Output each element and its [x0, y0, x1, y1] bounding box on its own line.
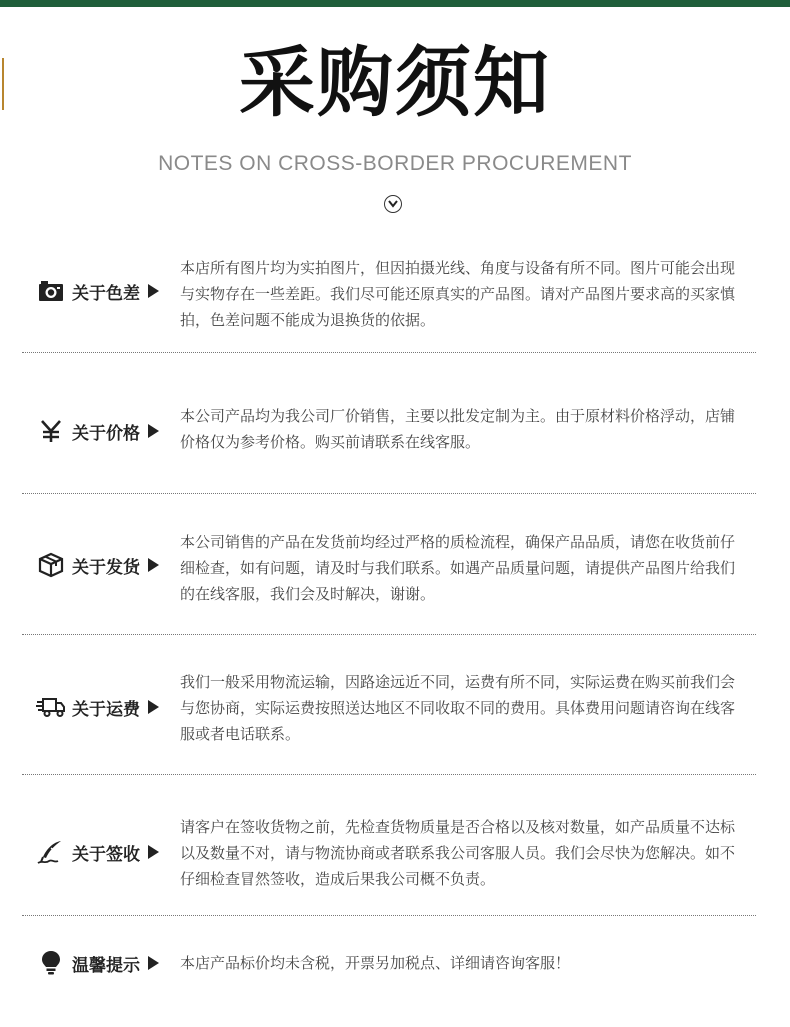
- triangle-right-icon: [148, 558, 159, 572]
- section-description: 请客户在签收货物之前，先检查货物质量是否合格以及核对数量，如产品质量不达标以及数量不对，请与物流协商或者联系我公司客服人员。我们会尽快为您解决。如不仔细检查冒然签收，造成后果我公司概不负责。: [180, 818, 736, 888]
- chevron-down-icon: [384, 195, 402, 213]
- top-accent-bar: [0, 0, 790, 7]
- section-description: 本公司销售的产品在发货前均经过严格的质检流程，确保产品品质，请您在收货前仔细检查，如有问题，请及时与我们联系。如遇产品质量问题，请提供产品图片给我们的在线客服，我们会及时解决，谢谢。: [180, 533, 736, 603]
- pen-icon: [36, 837, 66, 867]
- section-label-text: 关于签收: [72, 844, 140, 865]
- page-title: 采购须知: [239, 38, 551, 127]
- package-icon: [36, 550, 66, 580]
- triangle-right-icon: [148, 424, 159, 438]
- section-label-text: 关于运费: [72, 699, 140, 720]
- section-warm-tip: [22, 948, 756, 978]
- section-label: [36, 416, 159, 446]
- section-description: 我们一般采用物流运输，因路途远近不同，运费有所不同，实际运费在购买前我们会与您协商，实际运费按照送达地区不同收取不同的费用。具体费用问题请咨询在线客服或者电话联系。: [180, 673, 736, 743]
- section-label: [36, 276, 159, 306]
- divider: [22, 352, 756, 353]
- page-subtitle: NOTES ON CROSS-BORDER PROCUREMENT: [158, 152, 632, 175]
- divider: [22, 493, 756, 494]
- truck-icon: [36, 692, 66, 722]
- divider: [22, 915, 756, 916]
- section-label-text: 关于价格: [72, 423, 140, 444]
- divider: [22, 634, 756, 635]
- section-label: [36, 837, 159, 867]
- triangle-right-icon: [148, 956, 159, 970]
- section-label-text: 关于色差: [72, 283, 140, 304]
- section-freight: [22, 669, 756, 749]
- section-label: [36, 550, 159, 580]
- section-label-text: 温馨提示: [72, 955, 140, 976]
- lightbulb-icon: [36, 948, 66, 978]
- triangle-right-icon: [148, 284, 159, 298]
- divider: [22, 774, 756, 775]
- section-label: [36, 948, 159, 978]
- section-shipping: [22, 529, 756, 609]
- section-description: 本公司产品均为我公司厂价销售，主要以批发定制为主。由于原材料价格浮动，店铺价格仅为参考价格。购买前请联系在线客服。: [180, 407, 736, 451]
- section-label: [36, 692, 159, 722]
- section-sign-receipt: [22, 814, 756, 894]
- section-price: [22, 403, 756, 463]
- triangle-right-icon: [148, 845, 159, 859]
- section-label-text: 关于发货: [72, 557, 140, 578]
- section-color-difference: [22, 255, 756, 335]
- section-description: 本店所有图片均为实拍图片，但因拍摄光线、角度与设备有所不同。图片可能会出现与实物存在一些差距。我们尽可能还原真实的产品图。请对产品图片要求高的买家慎拍，色差问题不能成为退换货的依据。: [180, 259, 736, 329]
- section-description: 本店产品标价均未含税，开票另加税点、详细请咨询客服！: [180, 954, 571, 972]
- yen-icon: [36, 416, 66, 446]
- triangle-right-icon: [148, 700, 159, 714]
- camera-icon: [36, 276, 66, 306]
